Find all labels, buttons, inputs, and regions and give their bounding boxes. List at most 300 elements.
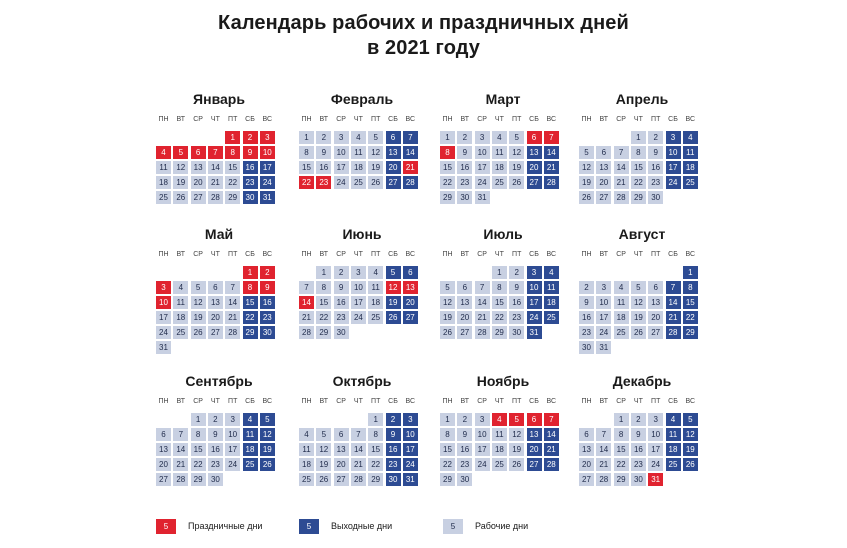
day-cell-work: 3 — [648, 413, 663, 426]
weekday-label: ВС — [685, 398, 696, 405]
day-cell-holiday: 9 — [243, 146, 258, 159]
day-cell-weekend: 26 — [683, 458, 698, 471]
day-cell-work: 12 — [631, 296, 646, 309]
month-block — [440, 225, 566, 352]
day-cell-weekend: 2 — [386, 413, 401, 426]
day-cell-work: 26 — [440, 326, 455, 339]
day-cell-holiday: 6 — [527, 131, 542, 144]
day-cell-work: 8 — [299, 146, 314, 159]
days-grid — [440, 131, 566, 217]
day-cell-work: 1 — [316, 266, 331, 279]
day-cell-work: 23 — [579, 326, 594, 339]
day-cell-holiday: 1 — [243, 266, 258, 279]
day-cell-work: 27 — [457, 326, 472, 339]
day-cell-work: 2 — [457, 131, 472, 144]
day-cell-work: 18 — [492, 443, 507, 456]
day-cell-work: 24 — [334, 176, 349, 189]
day-cell-work: 23 — [631, 458, 646, 471]
day-cell-work: 29 — [440, 473, 455, 486]
day-cell-work: 27 — [579, 473, 594, 486]
month-name: Сентябрь — [185, 373, 253, 389]
month-name: Июль — [483, 226, 523, 242]
day-cell-holiday: 13 — [403, 281, 418, 294]
day-cell-work: 1 — [368, 413, 383, 426]
day-cell-work: 9 — [457, 146, 472, 159]
weekday-label: ВС — [685, 251, 696, 258]
day-cell-work: 27 — [596, 191, 611, 204]
day-cell-work: 29 — [368, 473, 383, 486]
day-cell-work: 25 — [351, 176, 366, 189]
day-cell-work: 9 — [316, 146, 331, 159]
day-cell-work: 14 — [475, 296, 490, 309]
day-cell-work: 15 — [631, 161, 646, 174]
day-cell-weekend: 28 — [544, 458, 559, 471]
day-cell-work: 30 — [334, 326, 349, 339]
day-cell-weekend: 20 — [527, 161, 542, 174]
day-cell-work: 24 — [596, 326, 611, 339]
day-cell-work: 28 — [475, 326, 490, 339]
day-cell-work: 14 — [173, 443, 188, 456]
weekday-label: ПН — [581, 251, 592, 258]
day-cell-holiday: 31 — [648, 473, 663, 486]
day-cell-work: 28 — [208, 191, 223, 204]
legend-item-work — [443, 518, 528, 534]
weekday-label: ВТ — [460, 398, 470, 405]
day-cell-work: 1 — [614, 413, 629, 426]
day-cell-work: 2 — [316, 131, 331, 144]
day-cell-work: 14 — [225, 296, 240, 309]
day-cell-holiday: 4 — [156, 146, 171, 159]
day-cell-weekend: 20 — [386, 161, 401, 174]
day-cell-weekend: 25 — [683, 176, 698, 189]
weekday-label: ПН — [158, 398, 169, 405]
day-cell-work: 26 — [368, 176, 383, 189]
day-cell-work: 31 — [596, 341, 611, 354]
day-cell-work: 30 — [509, 326, 524, 339]
day-cell-work: 9 — [631, 428, 646, 441]
day-cell-work: 15 — [299, 161, 314, 174]
day-cell-holiday: 5 — [173, 146, 188, 159]
month-block — [440, 90, 566, 217]
day-cell-weekend: 4 — [666, 413, 681, 426]
weekday-label: ЧТ — [633, 251, 643, 258]
day-cell-work: 10 — [225, 428, 240, 441]
weekday-label: СБ — [245, 398, 255, 405]
weekday-label: ВС — [262, 116, 273, 123]
day-cell-work: 16 — [208, 443, 223, 456]
day-cell-work: 12 — [440, 296, 455, 309]
days-grid — [579, 413, 705, 499]
legend-holiday-label: Праздничные дни — [188, 521, 263, 531]
day-cell-work: 17 — [156, 311, 171, 324]
month-name: Март — [485, 91, 521, 107]
day-cell-work: 9 — [208, 428, 223, 441]
day-cell-holiday: 7 — [544, 131, 559, 144]
weekday-label: ЧТ — [353, 251, 363, 258]
day-cell-work: 29 — [440, 191, 455, 204]
weekday-header — [440, 114, 566, 126]
day-cell-weekend: 30 — [386, 473, 401, 486]
weekday-label: СБ — [388, 398, 398, 405]
day-cell-weekend: 6 — [386, 131, 401, 144]
month-name: Июнь — [342, 226, 382, 242]
day-cell-work: 6 — [579, 428, 594, 441]
weekday-label: ЧТ — [633, 116, 643, 123]
month-block — [299, 372, 425, 499]
weekday-label: СБ — [668, 251, 678, 258]
day-cell-weekend: 3 — [403, 413, 418, 426]
weekday-label: СР — [616, 251, 626, 258]
day-cell-weekend: 5 — [260, 413, 275, 426]
day-cell-work: 17 — [225, 443, 240, 456]
legend-work-swatch: 5 — [443, 519, 463, 534]
day-cell-work: 7 — [351, 428, 366, 441]
month-block — [156, 90, 282, 217]
day-cell-work: 21 — [614, 176, 629, 189]
day-cell-work: 6 — [156, 428, 171, 441]
day-cell-weekend: 11 — [683, 146, 698, 159]
weekday-label: ВТ — [319, 116, 329, 123]
day-cell-work: 13 — [208, 296, 223, 309]
day-cell-weekend: 25 — [666, 458, 681, 471]
month-block — [156, 225, 282, 352]
day-cell-work: 5 — [368, 131, 383, 144]
month-name: Апрель — [615, 91, 669, 107]
day-cell-weekend: 13 — [527, 146, 542, 159]
weekday-label: ЧТ — [494, 251, 504, 258]
day-cell-work: 29 — [492, 326, 507, 339]
day-cell-holiday: 2 — [243, 131, 258, 144]
day-cell-weekend: 1 — [683, 266, 698, 279]
day-cell-holiday: 4 — [492, 413, 507, 426]
weekday-label: ВС — [262, 251, 273, 258]
day-cell-work: 15 — [368, 443, 383, 456]
day-cell-work: 20 — [334, 458, 349, 471]
day-cell-work: 16 — [457, 443, 472, 456]
day-cell-holiday: 7 — [544, 413, 559, 426]
day-cell-work: 16 — [334, 296, 349, 309]
day-cell-work: 10 — [596, 296, 611, 309]
weekday-label: СБ — [529, 251, 539, 258]
day-cell-work: 11 — [492, 428, 507, 441]
month-name: Август — [618, 226, 666, 242]
day-cell-work: 25 — [492, 458, 507, 471]
day-cell-work: 15 — [440, 443, 455, 456]
day-cell-weekend: 27 — [386, 176, 401, 189]
day-cell-work: 15 — [191, 443, 206, 456]
day-cell-work: 1 — [492, 266, 507, 279]
weekday-label: СР — [336, 398, 346, 405]
weekday-header — [156, 396, 282, 408]
day-cell-weekend: 7 — [666, 281, 681, 294]
legend-holiday-swatch: 5 — [156, 519, 176, 534]
day-cell-work: 30 — [648, 191, 663, 204]
day-cell-holiday: 3 — [260, 131, 275, 144]
day-cell-work: 4 — [351, 131, 366, 144]
day-cell-work: 5 — [440, 281, 455, 294]
weekday-label: ПТ — [371, 398, 381, 405]
day-cell-work: 26 — [579, 191, 594, 204]
day-cell-work: 10 — [475, 146, 490, 159]
day-cell-work: 26 — [173, 191, 188, 204]
day-cell-weekend: 18 — [666, 443, 681, 456]
day-cell-work: 11 — [156, 161, 171, 174]
weekday-label: ВС — [546, 398, 557, 405]
weekday-label: ВТ — [176, 116, 186, 123]
weekday-label: СБ — [388, 116, 398, 123]
day-cell-work: 21 — [299, 311, 314, 324]
day-cell-work: 3 — [596, 281, 611, 294]
day-cell-weekend: 3 — [527, 266, 542, 279]
day-cell-work: 2 — [631, 413, 646, 426]
month-name: Февраль — [330, 91, 394, 107]
weekday-label: ПТ — [512, 251, 522, 258]
day-cell-work: 8 — [614, 428, 629, 441]
weekday-label: СР — [477, 251, 487, 258]
weekday-label: ВС — [546, 251, 557, 258]
day-cell-holiday: 1 — [225, 131, 240, 144]
day-cell-work: 22 — [191, 458, 206, 471]
day-cell-work: 24 — [156, 326, 171, 339]
day-cell-work: 2 — [648, 131, 663, 144]
day-cell-work: 31 — [156, 341, 171, 354]
day-cell-work: 27 — [156, 473, 171, 486]
day-cell-weekend: 21 — [666, 311, 681, 324]
days-grid — [579, 266, 705, 352]
weekday-label: ПН — [301, 116, 312, 123]
day-cell-weekend: 12 — [683, 428, 698, 441]
day-cell-weekend: 31 — [403, 473, 418, 486]
day-cell-work: 11 — [614, 296, 629, 309]
weekday-label: ЧТ — [353, 116, 363, 123]
weekday-label: ПТ — [651, 251, 661, 258]
day-cell-work: 29 — [614, 473, 629, 486]
day-cell-weekend: 15 — [243, 296, 258, 309]
day-cell-holiday: 22 — [299, 176, 314, 189]
weekday-label: ВТ — [176, 398, 186, 405]
day-cell-weekend: 11 — [544, 281, 559, 294]
weekday-header — [579, 396, 705, 408]
day-cell-work: 15 — [614, 443, 629, 456]
weekday-label: СР — [477, 116, 487, 123]
weekday-header — [156, 249, 282, 261]
title-line-2: в 2021 году — [366, 37, 481, 59]
day-cell-work: 10 — [334, 146, 349, 159]
day-cell-work: 3 — [475, 131, 490, 144]
weekday-label: СБ — [668, 398, 678, 405]
day-cell-work: 10 — [475, 428, 490, 441]
weekday-header — [299, 396, 425, 408]
day-cell-work: 13 — [579, 443, 594, 456]
day-cell-weekend: 23 — [260, 311, 275, 324]
day-cell-work: 19 — [316, 458, 331, 471]
day-cell-work: 9 — [334, 281, 349, 294]
day-cell-work: 29 — [225, 191, 240, 204]
day-cell-work: 23 — [334, 311, 349, 324]
weekday-label: ПТ — [371, 251, 381, 258]
day-cell-work: 11 — [299, 443, 314, 456]
weekday-label: ВС — [546, 116, 557, 123]
day-cell-weekend: 21 — [544, 161, 559, 174]
day-cell-weekend: 3 — [666, 131, 681, 144]
weekday-label: ПТ — [512, 398, 522, 405]
weekday-label: ПТ — [512, 116, 522, 123]
day-cell-weekend: 17 — [260, 161, 275, 174]
weekday-label: ЧТ — [353, 398, 363, 405]
weekday-label: ПТ — [228, 116, 238, 123]
month-name: Октябрь — [332, 373, 392, 389]
day-cell-work: 23 — [648, 176, 663, 189]
day-cell-work: 28 — [614, 191, 629, 204]
day-cell-work: 24 — [648, 458, 663, 471]
day-cell-work: 30 — [457, 473, 472, 486]
day-cell-work: 20 — [191, 176, 206, 189]
weekday-label: ПТ — [228, 251, 238, 258]
day-cell-work: 25 — [299, 473, 314, 486]
day-cell-holiday: 23 — [316, 176, 331, 189]
month-block — [440, 372, 566, 499]
day-cell-work: 5 — [631, 281, 646, 294]
day-cell-weekend: 19 — [260, 443, 275, 456]
day-cell-work: 11 — [368, 281, 383, 294]
day-cell-weekend: 20 — [403, 296, 418, 309]
weekday-label: ВС — [685, 116, 696, 123]
day-cell-work: 20 — [457, 311, 472, 324]
day-cell-work: 6 — [648, 281, 663, 294]
weekday-label: ПН — [442, 251, 453, 258]
day-cell-weekend: 25 — [544, 311, 559, 324]
day-cell-work: 14 — [208, 161, 223, 174]
day-cell-weekend: 12 — [260, 428, 275, 441]
day-cell-weekend: 27 — [527, 458, 542, 471]
weekday-label: СБ — [245, 251, 255, 258]
day-cell-weekend: 10 — [527, 281, 542, 294]
weekday-label: ВТ — [460, 251, 470, 258]
day-cell-work: 16 — [316, 161, 331, 174]
day-cell-work: 28 — [351, 473, 366, 486]
month-block — [579, 372, 705, 499]
legend-work-label: Рабочие дни — [475, 521, 529, 531]
day-cell-work: 18 — [299, 458, 314, 471]
weekday-label: ВС — [405, 251, 416, 258]
day-cell-work: 18 — [492, 161, 507, 174]
day-cell-holiday: 7 — [208, 146, 223, 159]
days-grid — [299, 413, 425, 499]
day-cell-work: 13 — [596, 161, 611, 174]
weekday-header — [156, 114, 282, 126]
day-cell-work: 6 — [334, 428, 349, 441]
weekday-label: ВТ — [319, 398, 329, 405]
day-cell-weekend: 30 — [243, 191, 258, 204]
day-cell-work: 20 — [208, 311, 223, 324]
month-name: Май — [204, 226, 234, 242]
day-cell-weekend: 14 — [544, 428, 559, 441]
weekday-label: ЧТ — [210, 251, 220, 258]
weekday-header — [579, 249, 705, 261]
day-cell-work: 20 — [648, 311, 663, 324]
day-cell-work: 1 — [440, 131, 455, 144]
day-cell-work: 8 — [368, 428, 383, 441]
day-cell-work: 24 — [475, 176, 490, 189]
day-cell-weekend: 24 — [527, 311, 542, 324]
day-cell-work: 8 — [440, 428, 455, 441]
day-cell-work: 12 — [509, 146, 524, 159]
day-cell-weekend: 25 — [243, 458, 258, 471]
weekday-label: СР — [193, 398, 203, 405]
days-grid — [156, 131, 282, 217]
day-cell-weekend: 23 — [243, 176, 258, 189]
day-cell-work: 7 — [596, 428, 611, 441]
weekday-label: ПН — [581, 398, 592, 405]
weekday-label: ВС — [405, 398, 416, 405]
day-cell-weekend: 22 — [243, 311, 258, 324]
day-cell-work: 12 — [191, 296, 206, 309]
weekday-label: ЧТ — [633, 398, 643, 405]
day-cell-weekend: 16 — [386, 443, 401, 456]
day-cell-weekend: 4 — [683, 131, 698, 144]
day-cell-weekend: 29 — [683, 326, 698, 339]
day-cell-work: 21 — [475, 311, 490, 324]
day-cell-work: 30 — [457, 191, 472, 204]
day-cell-work: 25 — [173, 326, 188, 339]
weekday-label: СР — [616, 116, 626, 123]
day-cell-weekend: 4 — [243, 413, 258, 426]
day-cell-work: 2 — [509, 266, 524, 279]
weekday-label: ВТ — [599, 116, 609, 123]
legend-item-weekend — [299, 518, 392, 534]
weekday-label: ПТ — [651, 398, 661, 405]
day-cell-work: 25 — [492, 176, 507, 189]
day-cell-work: 9 — [509, 281, 524, 294]
day-cell-weekend: 27 — [527, 176, 542, 189]
day-cell-work: 18 — [614, 311, 629, 324]
day-cell-work: 12 — [316, 443, 331, 456]
day-cell-work: 27 — [208, 326, 223, 339]
weekday-label: СБ — [245, 116, 255, 123]
day-cell-holiday: 10 — [260, 146, 275, 159]
day-cell-work: 23 — [509, 311, 524, 324]
day-cell-work: 28 — [225, 326, 240, 339]
day-cell-work: 7 — [173, 428, 188, 441]
day-cell-work: 3 — [334, 131, 349, 144]
day-cell-work: 15 — [316, 296, 331, 309]
day-cell-work: 21 — [596, 458, 611, 471]
day-cell-work: 16 — [631, 443, 646, 456]
day-cell-weekend: 14 — [403, 146, 418, 159]
day-cell-weekend: 5 — [683, 413, 698, 426]
day-cell-work: 12 — [509, 428, 524, 441]
day-cell-work: 30 — [208, 473, 223, 486]
day-cell-work: 25 — [156, 191, 171, 204]
weekday-label: ВТ — [599, 398, 609, 405]
day-cell-work: 4 — [173, 281, 188, 294]
month-block — [579, 90, 705, 217]
month-name: Декабрь — [612, 373, 672, 389]
weekday-header — [579, 114, 705, 126]
day-cell-work: 19 — [191, 311, 206, 324]
day-cell-work: 17 — [334, 161, 349, 174]
weekday-header — [299, 249, 425, 261]
weekday-label: ПН — [581, 116, 592, 123]
day-cell-work: 12 — [173, 161, 188, 174]
day-cell-work: 7 — [299, 281, 314, 294]
day-cell-work: 13 — [648, 296, 663, 309]
day-cell-work: 28 — [173, 473, 188, 486]
day-cell-weekend: 13 — [386, 146, 401, 159]
day-cell-work: 2 — [208, 413, 223, 426]
day-cell-weekend: 28 — [403, 176, 418, 189]
day-cell-work: 19 — [579, 176, 594, 189]
